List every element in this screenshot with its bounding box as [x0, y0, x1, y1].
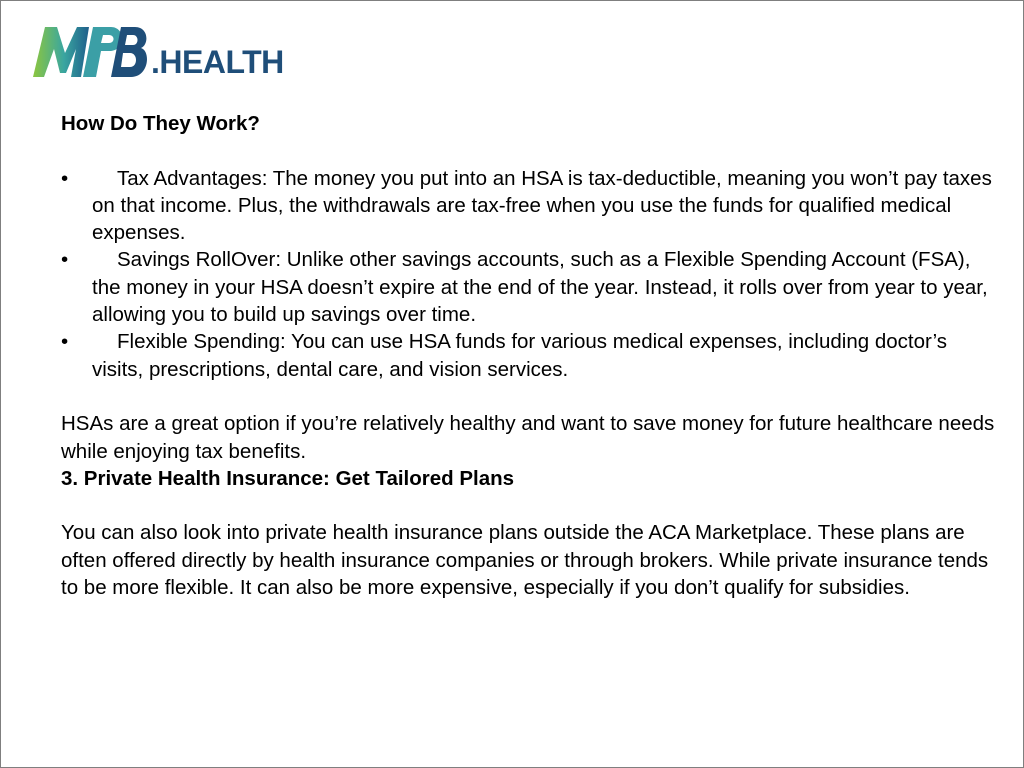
bullet-marker: •: [61, 330, 69, 354]
list-item: [61, 165, 996, 247]
spacer: [61, 383, 996, 410]
bullet-text-savings-rollover: Savings RollOver: Unlike other savings accounts, such as a Flexible Spending Account (FSA), the money in your HSA doesn’t expire at the end of the year. Instead, it rolls over from year to year, allowing you to build up savings over time.: [92, 248, 988, 327]
mpb-health-logo: [31, 21, 284, 81]
logo-wordmark: .HEALTH: [151, 44, 284, 80]
bullet-list: [61, 165, 996, 383]
bullet-text-flexible-spending: Flexible Spending: You can use HSA funds for various medical expenses, including doctor’s visits, prescriptions, dental care, and vision services.: [92, 330, 947, 381]
section3-heading: 3. Private Health Insurance: Get Tailored Plans: [61, 466, 515, 490]
section-heading: How Do They Work?: [61, 112, 260, 135]
list-item: [61, 328, 996, 383]
hsa-summary-paragraph: HSAs are a great option if you’re relatively healthy and want to save money for future healthcare needs while enjoying tax benefits.: [61, 412, 995, 463]
spacer: [61, 137, 996, 164]
slide-content: [61, 110, 996, 601]
bullet-marker: •: [61, 248, 69, 272]
spacer: [61, 492, 996, 519]
section3-body-paragraph: You can also look into private health insurance plans outside the ACA Marketplace. These plans are often offered directly by health insurance companies or through brokers. While private insurance tends to be more flexible. It can also be more expensive, especially if you don’t qualify for subsidies.: [61, 521, 989, 600]
bullet-text-tax-advantages: Tax Advantages: The money you put into an HSA is tax-deductible, meaning you won’t pay taxes on that income. Plus, the withdrawals are tax-free when you use the funds for qualified medical expenses.: [92, 166, 992, 245]
mpb-logo-mark-icon: [31, 21, 156, 81]
list-item: [61, 246, 996, 328]
bullet-marker: •: [61, 166, 69, 190]
